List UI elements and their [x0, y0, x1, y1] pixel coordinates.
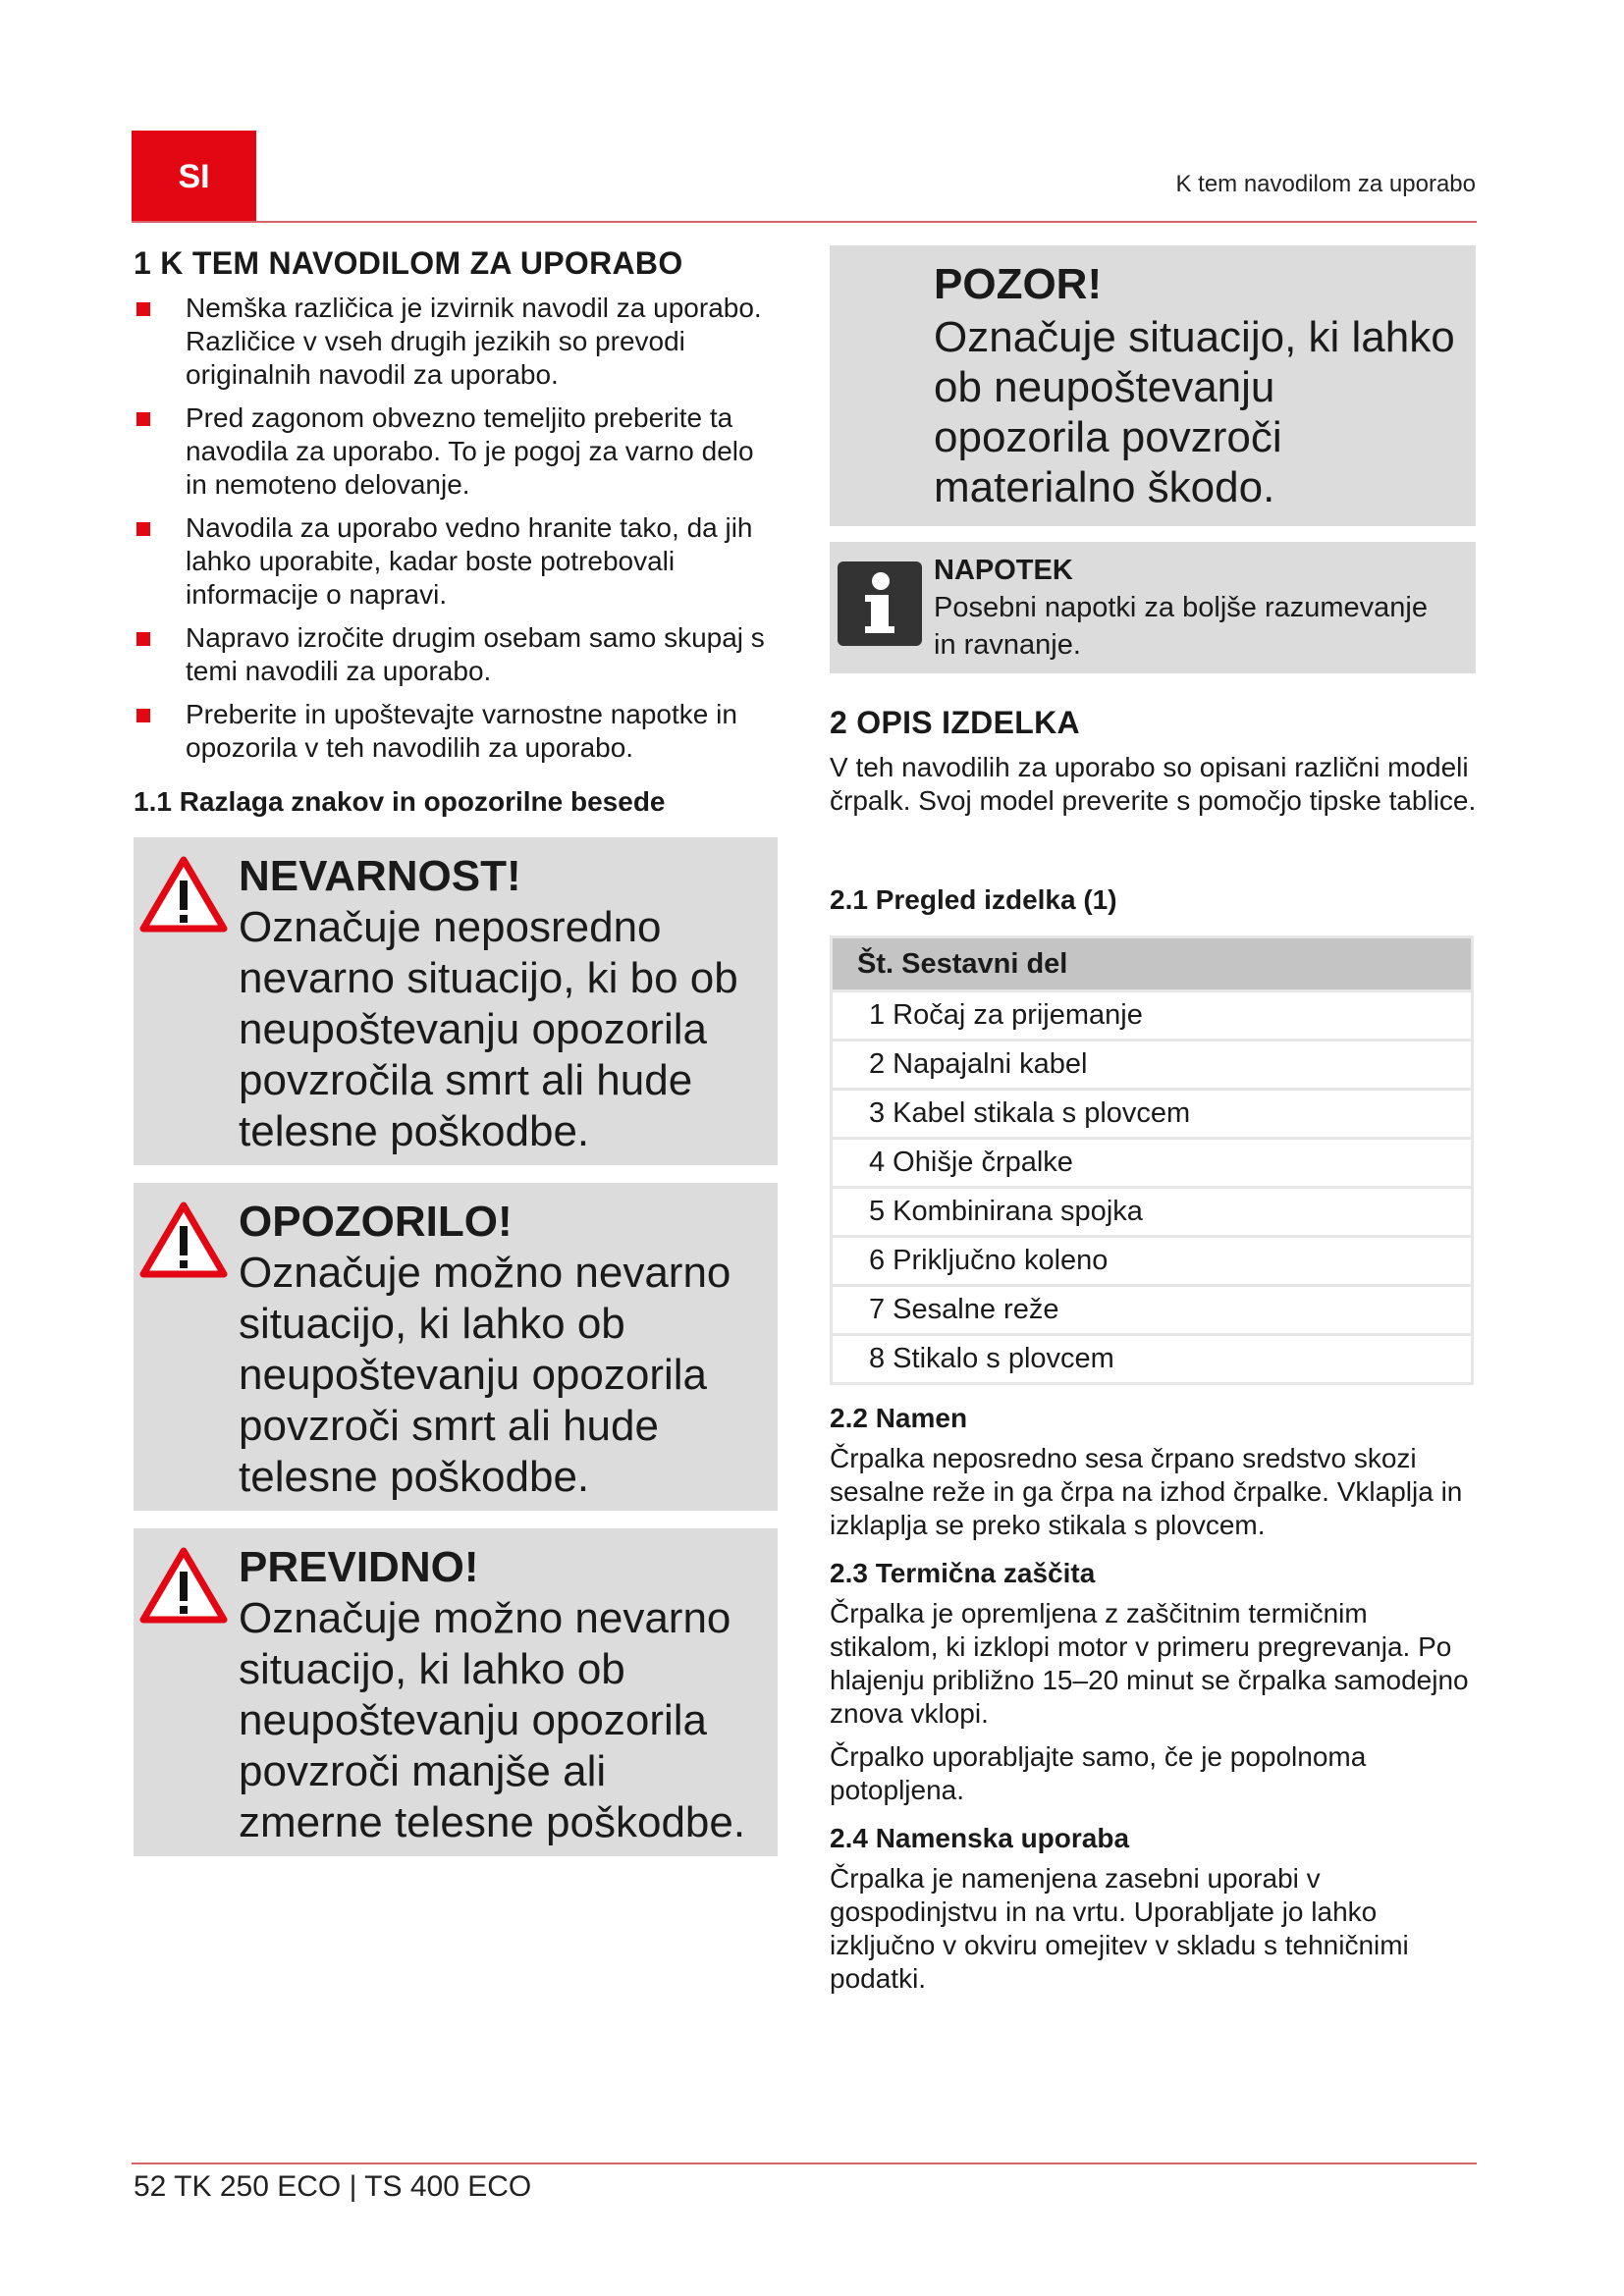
warning-triangle-icon — [139, 855, 228, 934]
table-header-row — [832, 937, 1473, 991]
notice-box — [830, 245, 1476, 526]
table-row: 7 Sesalne reže — [832, 1286, 1473, 1335]
list-item: Pred zagonom obvezno temeljito preberite ta navodila za uporabo. To je pogoj za varno delo in nemoteno delovanje. — [134, 401, 782, 502]
section-2-title: 2 OPIS IZDELKA — [830, 705, 1080, 740]
section-2-text: V teh navodilih za uporabo so opisani različni modeli črpalk. Svoj model preverite s pomočjo tipske tablice. — [830, 752, 1477, 816]
section-1-title: 1 K TEM NAVODILOM ZA UPORABO — [134, 245, 683, 281]
section-2-3-title: 2.3 Termična zaščita — [830, 1558, 1096, 1588]
parts-table — [830, 935, 1474, 1385]
list-item: Navodila za uporabo vedno hranite tako, da jih lahko uporabite, kadar boste potrebovali informacije o napravi. — [134, 511, 782, 612]
section-2-2-text: Črpalka neposredno sesa črpano sredstvo skozi sesalne reže in ga črpa na izhod črpalke. Vklaplja in izklaplja se preko stikala s plovcem. — [830, 1443, 1463, 1540]
section-2-4-text: Črpalka je namenjena zasebni uporabi v gospodinjstvu in na vrtu. Uporabljate jo lahko izključno v okviru omejitev v skladu s tehničnimi podatki. — [830, 1863, 1409, 1994]
table-row: 4 Ohišje črpalke — [832, 1139, 1473, 1188]
table-row: 5 Kombinirana spojka — [832, 1188, 1473, 1237]
section-2-1-title: 2.1 Pregled izdelka (1) — [830, 884, 1117, 915]
danger-box — [134, 837, 778, 1165]
caution-box — [134, 1528, 778, 1856]
warning-box — [134, 1183, 778, 1511]
notice-text: Označuje situacijo, ki lahko ob neupoštevanju opozorila povzroči materialno škodo. — [934, 313, 1455, 511]
warning-text: Označuje možno nevarno situacijo, ki lahko ob neupoštevanju opozorila povzroči smrt ali hude telesne poškodbe. — [239, 1249, 731, 1501]
table-row: 3 Kabel stikala s plovcem — [832, 1090, 1473, 1139]
table-row: 2 Napajalni kabel — [832, 1041, 1473, 1090]
bullet-icon — [136, 302, 150, 316]
notice-title: POZOR! — [934, 260, 1103, 308]
table-header: Št. Sestavni del — [832, 937, 1473, 991]
danger-title: NEVARNOST! — [239, 852, 521, 900]
bullet-list — [134, 292, 782, 765]
list-item: Napravo izročite drugim osebam samo skupaj s temi navodili za uporabo. — [134, 621, 782, 688]
note-text: Posebni napotki za boljše razumevanje in ravnanje. — [934, 592, 1428, 661]
page-footer: 52 TK 250 ECO | TS 400 ECO — [134, 2170, 532, 2203]
warning-triangle-icon — [139, 1201, 228, 1279]
caution-text: Označuje možno nevarno situacijo, ki lahko ob neupoštevanju opozorila povzroči manjše ali zmerne telesne poškodbe. — [239, 1594, 746, 1846]
bullet-icon — [136, 522, 150, 536]
section-2-3-text-1: Črpalka je opremljena z zaščitnim termičnim stikalom, ki izklopi motor v primeru pregrevanja. Po hlajenju približno 15–20 minut se črpalka samodejno znova vklopi. — [830, 1598, 1469, 1729]
list-item: Nemška različica je izvirnik navodil za uporabo. Različice v vseh drugih jezikih so prevodi originalnih navodil za uporabo. — [134, 292, 782, 392]
table-row: 6 Priključno koleno — [832, 1237, 1473, 1286]
section-2-4-title: 2.4 Namenska uporaba — [830, 1823, 1130, 1853]
bullet-icon — [136, 412, 150, 426]
section-2-2-title: 2.2 Namen — [830, 1403, 968, 1433]
warning-title: OPOZORILO! — [239, 1198, 513, 1246]
section-2-3-text-2: Črpalko uporabljajte samo, če je popolnoma potopljena. — [830, 1741, 1367, 1805]
footer-divider — [132, 2163, 1477, 2164]
header-divider — [132, 221, 1477, 223]
language-tab: SI — [132, 131, 256, 223]
table-row: 8 Stikalo s plovcem — [832, 1335, 1473, 1384]
note-box — [830, 542, 1476, 673]
note-title: NAPOTEK — [934, 555, 1073, 586]
warning-triangle-icon — [139, 1546, 228, 1625]
caution-title: PREVIDNO! — [239, 1543, 479, 1591]
right-column — [830, 245, 1478, 1996]
bullet-icon — [136, 632, 150, 646]
info-icon — [838, 561, 922, 646]
danger-text: Označuje neposredno nevarno situacijo, ki bo ob neupoštevanju opozorila povzročila smrt ali hude telesne poškodbe. — [239, 903, 738, 1155]
bullet-icon — [136, 709, 150, 722]
section-1-1-title: 1.1 Razlaga znakov in opozorilne besede — [134, 786, 666, 817]
left-column — [134, 245, 782, 1856]
running-header: K tem navodilom za uporabo — [1175, 171, 1476, 197]
list-item: Preberite in upoštevajte varnostne napotke in opozorila v teh navodilih za uporabo. — [134, 698, 782, 765]
table-row: 1 Ročaj za prijemanje — [832, 991, 1473, 1041]
